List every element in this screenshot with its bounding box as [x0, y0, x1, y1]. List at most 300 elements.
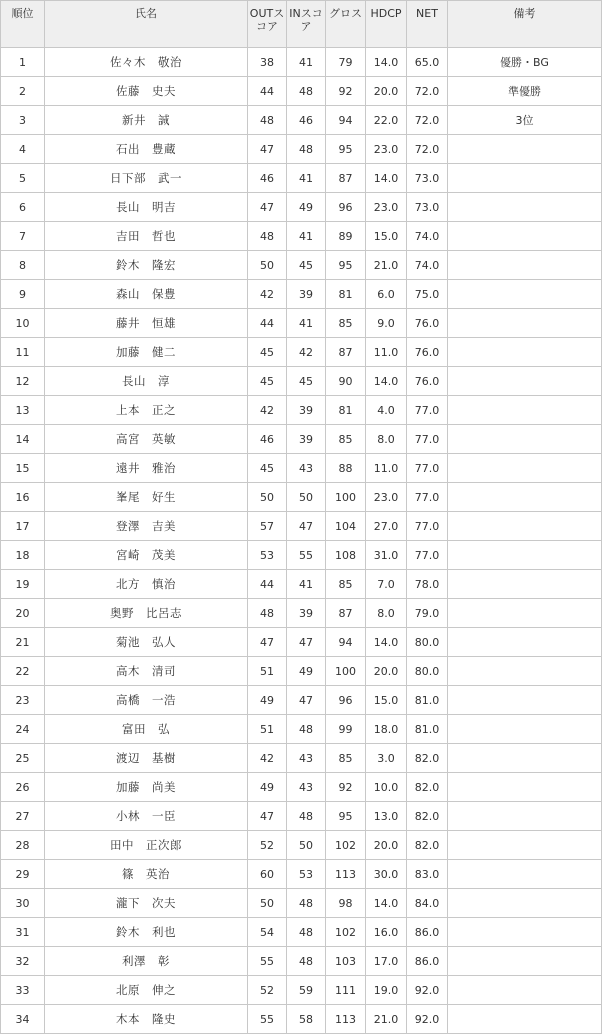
cell-note: 3位	[448, 106, 602, 135]
cell-net: 92.0	[407, 1005, 448, 1034]
header-hdcp: HDCP	[366, 1, 407, 48]
cell-gross: 92	[326, 773, 366, 802]
cell-net: 77.0	[407, 396, 448, 425]
table-row	[1, 599, 602, 628]
cell-note	[448, 396, 602, 425]
header-out-score: OUTスコア	[248, 1, 287, 48]
table-row	[1, 193, 602, 222]
cell-net: 72.0	[407, 106, 448, 135]
cell-note	[448, 280, 602, 309]
cell-in-score: 48	[287, 715, 326, 744]
cell-out-score: 45	[248, 338, 287, 367]
cell-in-score: 39	[287, 599, 326, 628]
cell-net: 77.0	[407, 512, 448, 541]
cell-note	[448, 976, 602, 1005]
cell-gross: 99	[326, 715, 366, 744]
cell-rank: 16	[1, 483, 45, 512]
table-row	[1, 367, 602, 396]
cell-net: 80.0	[407, 628, 448, 657]
cell-gross: 102	[326, 918, 366, 947]
cell-hdcp: 20.0	[366, 657, 407, 686]
cell-name: 北方 慎治	[45, 570, 248, 599]
cell-gross: 81	[326, 280, 366, 309]
table-row	[1, 164, 602, 193]
cell-name: 長山 淳	[45, 367, 248, 396]
cell-out-score: 52	[248, 976, 287, 1005]
cell-gross: 95	[326, 802, 366, 831]
cell-net: 73.0	[407, 193, 448, 222]
cell-rank: 8	[1, 251, 45, 280]
cell-out-score: 45	[248, 454, 287, 483]
cell-out-score: 38	[248, 48, 287, 77]
cell-rank: 27	[1, 802, 45, 831]
cell-name: 佐々木 敬治	[45, 48, 248, 77]
table-row	[1, 280, 602, 309]
cell-hdcp: 14.0	[366, 628, 407, 657]
cell-out-score: 55	[248, 1005, 287, 1034]
cell-name: 宮崎 茂美	[45, 541, 248, 570]
cell-gross: 89	[326, 222, 366, 251]
cell-rank: 5	[1, 164, 45, 193]
table-row	[1, 338, 602, 367]
cell-name: 木本 隆史	[45, 1005, 248, 1034]
cell-in-score: 43	[287, 454, 326, 483]
cell-gross: 98	[326, 889, 366, 918]
cell-note	[448, 947, 602, 976]
cell-in-score: 47	[287, 686, 326, 715]
cell-in-score: 49	[287, 193, 326, 222]
cell-name: 石出 豊蔵	[45, 135, 248, 164]
cell-rank: 1	[1, 48, 45, 77]
cell-out-score: 49	[248, 686, 287, 715]
cell-gross: 85	[326, 425, 366, 454]
table-row	[1, 396, 602, 425]
cell-rank: 15	[1, 454, 45, 483]
cell-rank: 28	[1, 831, 45, 860]
table-row	[1, 135, 602, 164]
cell-gross: 88	[326, 454, 366, 483]
cell-hdcp: 23.0	[366, 135, 407, 164]
cell-name: 小林 一臣	[45, 802, 248, 831]
cell-name: 奥野 比呂志	[45, 599, 248, 628]
cell-in-score: 49	[287, 657, 326, 686]
cell-net: 77.0	[407, 483, 448, 512]
cell-in-score: 59	[287, 976, 326, 1005]
cell-hdcp: 23.0	[366, 193, 407, 222]
cell-name: 藤井 恒雄	[45, 309, 248, 338]
cell-net: 92.0	[407, 976, 448, 1005]
cell-in-score: 48	[287, 889, 326, 918]
cell-gross: 94	[326, 628, 366, 657]
cell-rank: 33	[1, 976, 45, 1005]
table-row	[1, 947, 602, 976]
cell-net: 77.0	[407, 541, 448, 570]
cell-in-score: 50	[287, 831, 326, 860]
cell-hdcp: 10.0	[366, 773, 407, 802]
cell-rank: 19	[1, 570, 45, 599]
cell-gross: 90	[326, 367, 366, 396]
cell-name: 利澤 彰	[45, 947, 248, 976]
cell-net: 65.0	[407, 48, 448, 77]
cell-net: 82.0	[407, 744, 448, 773]
cell-net: 79.0	[407, 599, 448, 628]
cell-in-score: 47	[287, 628, 326, 657]
cell-in-score: 48	[287, 947, 326, 976]
cell-in-score: 43	[287, 773, 326, 802]
cell-note	[448, 454, 602, 483]
cell-hdcp: 23.0	[366, 483, 407, 512]
cell-out-score: 55	[248, 947, 287, 976]
cell-out-score: 53	[248, 541, 287, 570]
cell-in-score: 48	[287, 135, 326, 164]
table-row	[1, 889, 602, 918]
cell-rank: 23	[1, 686, 45, 715]
header-note: 備考	[448, 1, 602, 48]
cell-name: 日下部 武一	[45, 164, 248, 193]
cell-hdcp: 14.0	[366, 889, 407, 918]
cell-gross: 92	[326, 77, 366, 106]
cell-rank: 31	[1, 918, 45, 947]
cell-gross: 81	[326, 396, 366, 425]
cell-gross: 96	[326, 686, 366, 715]
cell-note: 優勝・BG	[448, 48, 602, 77]
cell-out-score: 51	[248, 715, 287, 744]
cell-rank: 11	[1, 338, 45, 367]
cell-net: 83.0	[407, 860, 448, 889]
cell-gross: 95	[326, 135, 366, 164]
cell-hdcp: 14.0	[366, 48, 407, 77]
cell-gross: 100	[326, 657, 366, 686]
cell-name: 長山 明吉	[45, 193, 248, 222]
cell-out-score: 60	[248, 860, 287, 889]
cell-name: 田中 正次郎	[45, 831, 248, 860]
cell-out-score: 44	[248, 77, 287, 106]
cell-note	[448, 222, 602, 251]
cell-in-score: 41	[287, 309, 326, 338]
cell-gross: 87	[326, 164, 366, 193]
cell-net: 78.0	[407, 570, 448, 599]
cell-name: 篠 英治	[45, 860, 248, 889]
table-row	[1, 628, 602, 657]
cell-in-score: 58	[287, 1005, 326, 1034]
cell-hdcp: 15.0	[366, 222, 407, 251]
cell-name: 渡辺 基樹	[45, 744, 248, 773]
cell-note	[448, 715, 602, 744]
cell-out-score: 46	[248, 425, 287, 454]
cell-gross: 113	[326, 1005, 366, 1034]
table-row	[1, 309, 602, 338]
cell-out-score: 48	[248, 222, 287, 251]
cell-rank: 17	[1, 512, 45, 541]
cell-hdcp: 21.0	[366, 251, 407, 280]
cell-gross: 113	[326, 860, 366, 889]
cell-gross: 79	[326, 48, 366, 77]
results-body	[1, 48, 602, 1034]
cell-out-score: 42	[248, 280, 287, 309]
cell-net: 73.0	[407, 164, 448, 193]
cell-note	[448, 802, 602, 831]
cell-hdcp: 31.0	[366, 541, 407, 570]
cell-net: 82.0	[407, 802, 448, 831]
cell-out-score: 50	[248, 889, 287, 918]
cell-rank: 26	[1, 773, 45, 802]
cell-out-score: 57	[248, 512, 287, 541]
cell-in-score: 50	[287, 483, 326, 512]
cell-out-score: 48	[248, 599, 287, 628]
table-row	[1, 512, 602, 541]
cell-net: 82.0	[407, 773, 448, 802]
cell-net: 86.0	[407, 918, 448, 947]
cell-rank: 30	[1, 889, 45, 918]
cell-out-score: 47	[248, 628, 287, 657]
cell-net: 74.0	[407, 251, 448, 280]
cell-out-score: 50	[248, 483, 287, 512]
cell-note	[448, 512, 602, 541]
table-row	[1, 1005, 602, 1034]
cell-rank: 24	[1, 715, 45, 744]
cell-net: 82.0	[407, 831, 448, 860]
cell-note	[448, 570, 602, 599]
cell-hdcp: 13.0	[366, 802, 407, 831]
cell-out-score: 42	[248, 396, 287, 425]
cell-out-score: 47	[248, 193, 287, 222]
cell-hdcp: 7.0	[366, 570, 407, 599]
cell-gross: 85	[326, 744, 366, 773]
cell-rank: 34	[1, 1005, 45, 1034]
table-row	[1, 976, 602, 1005]
cell-note	[448, 193, 602, 222]
cell-note	[448, 164, 602, 193]
cell-net: 77.0	[407, 454, 448, 483]
cell-out-score: 48	[248, 106, 287, 135]
cell-gross: 85	[326, 570, 366, 599]
cell-note	[448, 135, 602, 164]
cell-in-score: 39	[287, 280, 326, 309]
cell-note	[448, 1005, 602, 1034]
table-row	[1, 106, 602, 135]
cell-rank: 2	[1, 77, 45, 106]
cell-note	[448, 860, 602, 889]
cell-gross: 96	[326, 193, 366, 222]
cell-out-score: 50	[248, 251, 287, 280]
cell-gross: 87	[326, 338, 366, 367]
cell-name: 鈴木 隆宏	[45, 251, 248, 280]
cell-hdcp: 15.0	[366, 686, 407, 715]
cell-hdcp: 18.0	[366, 715, 407, 744]
cell-rank: 9	[1, 280, 45, 309]
cell-in-score: 53	[287, 860, 326, 889]
cell-rank: 3	[1, 106, 45, 135]
cell-net: 76.0	[407, 309, 448, 338]
cell-note	[448, 599, 602, 628]
cell-hdcp: 22.0	[366, 106, 407, 135]
cell-gross: 102	[326, 831, 366, 860]
cell-rank: 6	[1, 193, 45, 222]
table-row	[1, 744, 602, 773]
cell-hdcp: 30.0	[366, 860, 407, 889]
cell-hdcp: 20.0	[366, 77, 407, 106]
cell-name: 瀧下 次夫	[45, 889, 248, 918]
header-in-score: INスコア	[287, 1, 326, 48]
table-row	[1, 773, 602, 802]
cell-note	[448, 744, 602, 773]
cell-rank: 22	[1, 657, 45, 686]
cell-hdcp: 3.0	[366, 744, 407, 773]
cell-rank: 32	[1, 947, 45, 976]
table-row	[1, 802, 602, 831]
cell-in-score: 43	[287, 744, 326, 773]
cell-name: 加藤 尚美	[45, 773, 248, 802]
cell-gross: 100	[326, 483, 366, 512]
cell-note	[448, 831, 602, 860]
cell-net: 76.0	[407, 367, 448, 396]
cell-name: 鈴木 利也	[45, 918, 248, 947]
cell-in-score: 41	[287, 164, 326, 193]
cell-name: 高橋 一浩	[45, 686, 248, 715]
table-row	[1, 860, 602, 889]
cell-net: 76.0	[407, 338, 448, 367]
cell-gross: 94	[326, 106, 366, 135]
cell-net: 75.0	[407, 280, 448, 309]
cell-in-score: 41	[287, 48, 326, 77]
table-row	[1, 77, 602, 106]
cell-rank: 14	[1, 425, 45, 454]
cell-net: 84.0	[407, 889, 448, 918]
cell-rank: 29	[1, 860, 45, 889]
cell-note	[448, 628, 602, 657]
cell-out-score: 54	[248, 918, 287, 947]
cell-net: 72.0	[407, 135, 448, 164]
cell-note	[448, 483, 602, 512]
cell-out-score: 47	[248, 802, 287, 831]
cell-gross: 104	[326, 512, 366, 541]
cell-in-score: 45	[287, 251, 326, 280]
cell-name: 上本 正之	[45, 396, 248, 425]
cell-name: 佐藤 史夫	[45, 77, 248, 106]
cell-note	[448, 657, 602, 686]
cell-hdcp: 8.0	[366, 599, 407, 628]
cell-rank: 21	[1, 628, 45, 657]
cell-rank: 13	[1, 396, 45, 425]
cell-in-score: 45	[287, 367, 326, 396]
header-net: NET	[407, 1, 448, 48]
cell-in-score: 39	[287, 425, 326, 454]
cell-hdcp: 27.0	[366, 512, 407, 541]
table-row	[1, 222, 602, 251]
cell-hdcp: 11.0	[366, 338, 407, 367]
cell-note	[448, 686, 602, 715]
header-gross: グロス	[326, 1, 366, 48]
cell-gross: 87	[326, 599, 366, 628]
table-row	[1, 686, 602, 715]
cell-note	[448, 251, 602, 280]
cell-rank: 18	[1, 541, 45, 570]
cell-name: 加藤 健二	[45, 338, 248, 367]
cell-name: 北原 伸之	[45, 976, 248, 1005]
cell-hdcp: 4.0	[366, 396, 407, 425]
cell-in-score: 48	[287, 77, 326, 106]
cell-name: 遠井 雅治	[45, 454, 248, 483]
cell-rank: 20	[1, 599, 45, 628]
cell-name: 富田 弘	[45, 715, 248, 744]
cell-gross: 85	[326, 309, 366, 338]
cell-net: 86.0	[407, 947, 448, 976]
cell-name: 新井 誠	[45, 106, 248, 135]
cell-hdcp: 11.0	[366, 454, 407, 483]
table-row	[1, 48, 602, 77]
cell-hdcp: 14.0	[366, 367, 407, 396]
cell-out-score: 52	[248, 831, 287, 860]
table-row	[1, 831, 602, 860]
cell-out-score: 42	[248, 744, 287, 773]
table-row	[1, 657, 602, 686]
cell-in-score: 55	[287, 541, 326, 570]
cell-rank: 7	[1, 222, 45, 251]
cell-net: 80.0	[407, 657, 448, 686]
cell-out-score: 49	[248, 773, 287, 802]
table-row	[1, 454, 602, 483]
cell-out-score: 46	[248, 164, 287, 193]
cell-note	[448, 773, 602, 802]
cell-net: 77.0	[407, 425, 448, 454]
table-row	[1, 425, 602, 454]
cell-hdcp: 21.0	[366, 1005, 407, 1034]
cell-note	[448, 918, 602, 947]
cell-net: 81.0	[407, 715, 448, 744]
cell-gross: 111	[326, 976, 366, 1005]
table-row	[1, 570, 602, 599]
cell-out-score: 51	[248, 657, 287, 686]
cell-rank: 25	[1, 744, 45, 773]
cell-name: 菊池 弘人	[45, 628, 248, 657]
header-row	[1, 1, 602, 48]
cell-note	[448, 367, 602, 396]
header-name: 氏名	[45, 1, 248, 48]
cell-net: 81.0	[407, 686, 448, 715]
cell-out-score: 47	[248, 135, 287, 164]
cell-hdcp: 8.0	[366, 425, 407, 454]
table-row	[1, 715, 602, 744]
cell-name: 森山 保豊	[45, 280, 248, 309]
cell-gross: 95	[326, 251, 366, 280]
cell-hdcp: 14.0	[366, 164, 407, 193]
cell-name: 高宮 英敏	[45, 425, 248, 454]
cell-hdcp: 19.0	[366, 976, 407, 1005]
cell-name: 峯尾 好生	[45, 483, 248, 512]
cell-rank: 10	[1, 309, 45, 338]
cell-gross: 108	[326, 541, 366, 570]
cell-note	[448, 338, 602, 367]
cell-in-score: 41	[287, 222, 326, 251]
table-row	[1, 541, 602, 570]
cell-net: 74.0	[407, 222, 448, 251]
cell-hdcp: 9.0	[366, 309, 407, 338]
header-rank: 順位	[1, 1, 45, 48]
cell-out-score: 45	[248, 367, 287, 396]
cell-name: 登澤 吉美	[45, 512, 248, 541]
cell-out-score: 44	[248, 309, 287, 338]
cell-hdcp: 20.0	[366, 831, 407, 860]
cell-in-score: 39	[287, 396, 326, 425]
cell-hdcp: 17.0	[366, 947, 407, 976]
cell-net: 72.0	[407, 77, 448, 106]
cell-hdcp: 6.0	[366, 280, 407, 309]
cell-rank: 4	[1, 135, 45, 164]
table-row	[1, 251, 602, 280]
cell-note	[448, 889, 602, 918]
cell-rank: 12	[1, 367, 45, 396]
cell-note	[448, 309, 602, 338]
